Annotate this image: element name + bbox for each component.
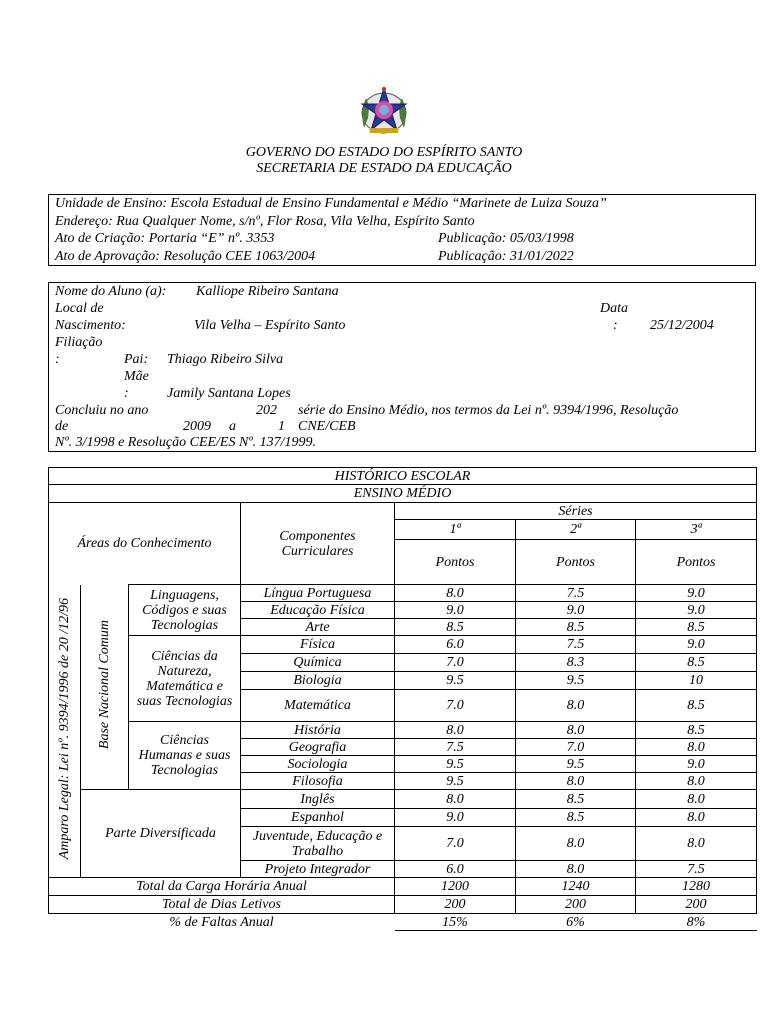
grade-1: 7.5 — [395, 739, 516, 756]
grade-2: 8.0 — [516, 861, 636, 878]
grade-1: 8.0 — [395, 585, 516, 602]
resolution-a: a — [229, 419, 236, 434]
grade-1: 7.0 — [395, 827, 516, 861]
workload-1: 1200 — [395, 878, 516, 896]
subject-name: Biologia — [241, 672, 395, 690]
filiation-label: Filiação — [55, 335, 103, 350]
grade-1: 6.0 — [395, 636, 516, 654]
grade-1: 9.0 — [395, 602, 516, 619]
grade-1: 6.0 — [395, 861, 516, 878]
mother-colon: : — [124, 386, 129, 401]
grade-3: 7.5 — [636, 861, 757, 878]
grade-3: 9.0 — [636, 756, 757, 773]
conclusion-label: Concluiu no ano — [55, 403, 149, 418]
grade-3: 8.0 — [636, 739, 757, 756]
absences-label: % de Faltas Anual — [169, 914, 274, 930]
grade-3: 10 — [636, 672, 757, 690]
days-3: 200 — [636, 896, 757, 914]
birthdate: 25/12/2004 — [650, 318, 714, 333]
grade-2: 8.5 — [516, 619, 636, 636]
subject-name: História — [241, 722, 395, 739]
subject-name: Juventude, Educação e Trabalho — [241, 827, 395, 861]
school-days-label: Total de Dias Letivos — [49, 896, 395, 914]
grade-3: 8.5 — [636, 654, 757, 672]
grade-2: 9.0 — [516, 602, 636, 619]
grade-3: 8.0 — [636, 773, 757, 790]
approval-publication: Publicação: 31/01/2022 — [438, 248, 574, 264]
creation-act: Ato de Criação: Portaria “E” nº. 3353 — [55, 231, 275, 246]
subject-name: Matemática — [241, 690, 395, 722]
student-info-box — [48, 282, 756, 452]
annual-workload-label: Total da Carga Horária Anual — [49, 878, 395, 896]
mother-label: Mãe — [124, 369, 149, 384]
father-name: Thiago Ribeiro Silva — [167, 352, 284, 367]
grade-2: 8.0 — [516, 722, 636, 739]
subject-name: Geografia — [241, 739, 395, 756]
school-address: Endereço: Rua Qualquer Nome, s/nº, Flor Rosa, Vila Velha, Espírito Santo — [55, 213, 475, 229]
series-header: Séries — [395, 503, 757, 520]
workload-3: 1280 — [636, 878, 757, 896]
filiation-colon: : — [55, 352, 60, 367]
grade-3: 8.5 — [636, 722, 757, 739]
creation-act-row — [55, 230, 749, 248]
grade-3: 9.0 — [636, 602, 757, 619]
subject-name: Química — [241, 654, 395, 672]
creation-publication: Publicação: 05/03/1998 — [438, 231, 574, 246]
heading-line-2: SECRETARIA DE ESTADO DA EDUCAÇÃO — [256, 161, 512, 176]
grade-1: 7.0 — [395, 690, 516, 722]
legal-basis-cell — [49, 585, 81, 878]
subject-name: Projeto Integrador — [241, 861, 395, 878]
grade-2: 9.5 — [516, 672, 636, 690]
absences-3: 8% — [636, 914, 757, 931]
subject-name: Língua Portuguesa — [241, 585, 395, 602]
grade-2: 8.5 — [516, 790, 636, 809]
grade-1: 8.0 — [395, 722, 516, 739]
absences-2: 6% — [516, 914, 636, 931]
grade-3: 8.5 — [636, 690, 757, 722]
points-header-1: Pontos — [395, 540, 516, 585]
subject-name: Inglês — [241, 790, 395, 809]
table-subtitle: ENSINO MÉDIO — [49, 485, 757, 503]
area-diversified: Parte Diversificada — [81, 790, 241, 878]
resolution-cne: CNE/CEB — [298, 419, 356, 434]
grade-2: 7.5 — [516, 585, 636, 602]
heading-line-1: GOVERNO DO ESTADO DO ESPÍRITO SANTO — [245, 145, 523, 160]
birthplace: Vila Velha – Espírito Santo — [194, 318, 346, 333]
grade-3: 9.0 — [636, 636, 757, 654]
grade-3: 8.0 — [636, 809, 757, 827]
table-title: HISTÓRICO ESCOLAR — [49, 468, 757, 485]
areas-header: Áreas do Conhecimento — [49, 503, 241, 585]
grade-1: 8.0 — [395, 790, 516, 809]
series-2: 2ª — [516, 520, 636, 540]
subject-name: Espanhol — [241, 809, 395, 827]
workload-2: 1240 — [516, 878, 636, 896]
grade-2: 9.5 — [516, 756, 636, 773]
series-1: 1ª — [395, 520, 516, 540]
birthplace-label-1: Local de — [55, 301, 104, 316]
subject-name: Educação Física — [241, 602, 395, 619]
grade-2: 8.0 — [516, 827, 636, 861]
school-unit: Unidade de Ensino: Escola Estadual de Ensino Fundamental e Médio “Marinete de Luiza Souza” — [55, 196, 607, 211]
base-nacional-cell — [81, 585, 129, 790]
father-label: Pai: — [124, 352, 149, 367]
school-info-box — [48, 194, 756, 266]
grade-1: 9.5 — [395, 756, 516, 773]
resolution-de: de — [55, 419, 69, 434]
conclusion-year: 202 — [256, 403, 277, 418]
grade-3: 8.0 — [636, 790, 757, 809]
area-natural-sciences: Ciências da Natureza, Matemática e suas Tecnologias — [129, 636, 241, 722]
grade-3: 8.5 — [636, 619, 757, 636]
resolution-year: 2009 — [183, 419, 211, 434]
grade-1: 9.0 — [395, 809, 516, 827]
grade-1: 9.5 — [395, 672, 516, 690]
area-human-sciences: Ciências Humanas e suas Tecnologias — [129, 722, 241, 790]
subject-name: Arte — [241, 619, 395, 636]
birthplace-label-2: Nascimento: — [55, 318, 126, 333]
grade-3: 8.0 — [636, 827, 757, 861]
points-header-3: Pontos — [636, 540, 757, 585]
grade-1: 9.5 — [395, 773, 516, 790]
points-header-2: Pontos — [516, 540, 636, 585]
student-name-label: Nome do Aluno (a): — [55, 284, 167, 299]
grade-2: 8.5 — [516, 809, 636, 827]
grade-1: 8.5 — [395, 619, 516, 636]
grade-2: 8.3 — [516, 654, 636, 672]
components-header: Componentes Curriculares — [241, 503, 395, 585]
grade-3: 9.0 — [636, 585, 757, 602]
days-1: 200 — [395, 896, 516, 914]
mother-name: Jamily Santana Lopes — [167, 386, 291, 401]
transcript-table — [48, 467, 757, 931]
base-nacional-comum: Base Nacional Comum — [97, 620, 112, 750]
series-3: 3ª — [636, 520, 757, 540]
subject-name: Filosofia — [241, 773, 395, 790]
grade-2: 7.0 — [516, 739, 636, 756]
resolution-one: 1 — [278, 419, 285, 434]
grade-1: 7.0 — [395, 654, 516, 672]
subject-name: Sociologia — [241, 756, 395, 773]
birthdate-label: Data — [600, 301, 628, 316]
government-heading — [0, 145, 768, 177]
absences-1: 15% — [395, 914, 516, 931]
grade-2: 8.0 — [516, 690, 636, 722]
subject-name: Física — [241, 636, 395, 654]
days-2: 200 — [516, 896, 636, 914]
birthdate-colon: : — [613, 318, 618, 333]
approval-act: Ato de Aprovação: Resolução CEE 1063/2004 — [55, 248, 316, 264]
grade-2: 8.0 — [516, 773, 636, 790]
student-name: Kalliope Ribeiro Santana — [196, 284, 339, 299]
conclusion-resolution: Nº. 3/1998 e Resolução CEE/ES Nº. 137/1999. — [55, 435, 317, 450]
legal-basis: Amparo Legal: Lei nº. 9394/1996 de 20 /12/96 — [57, 598, 72, 860]
area-languages: Linguagens, Códigos e suas Tecnologias — [129, 585, 241, 636]
state-coat-of-arms-seal — [354, 84, 414, 140]
conclusion-text: série do Ensino Médio, nos termos da Lei nº. 9394/1996, Resolução — [298, 403, 679, 418]
approval-act-row — [55, 248, 749, 266]
grade-2: 7.5 — [516, 636, 636, 654]
